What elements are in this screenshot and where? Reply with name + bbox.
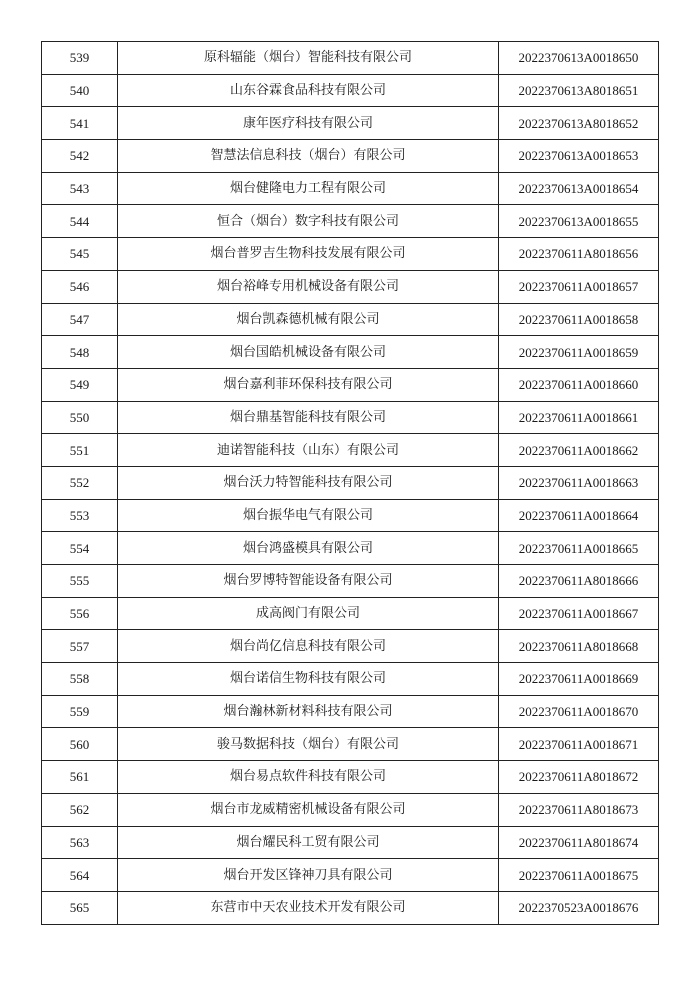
company-name: 烟台裕峰专用机械设备有限公司	[118, 270, 499, 303]
registration-code: 2022370613A0018654	[499, 172, 659, 205]
registration-code: 2022370611A8018668	[499, 630, 659, 663]
table-row	[42, 695, 659, 728]
company-name: 原科辐能（烟台）智能科技有限公司	[118, 42, 499, 75]
registration-code: 2022370611A0018671	[499, 728, 659, 761]
row-number: 547	[42, 303, 118, 336]
table-row	[42, 368, 659, 401]
table-row	[42, 663, 659, 696]
registration-code: 2022370611A0018660	[499, 368, 659, 401]
company-name: 烟台普罗吉生物科技发展有限公司	[118, 238, 499, 271]
registration-code: 2022370611A8018673	[499, 793, 659, 826]
company-name: 烟台市龙威精密机械设备有限公司	[118, 793, 499, 826]
table-row	[42, 434, 659, 467]
registration-code: 2022370523A0018676	[499, 891, 659, 924]
row-number: 565	[42, 891, 118, 924]
table-row	[42, 597, 659, 630]
table-row	[42, 42, 659, 75]
company-name: 迪诺智能科技（山东）有限公司	[118, 434, 499, 467]
row-number: 549	[42, 368, 118, 401]
registration-code: 2022370611A0018661	[499, 401, 659, 434]
registration-code: 2022370611A0018663	[499, 466, 659, 499]
row-number: 564	[42, 859, 118, 892]
table-row	[42, 761, 659, 794]
company-name: 烟台诺信生物科技有限公司	[118, 663, 499, 696]
company-name: 恒合（烟台）数字科技有限公司	[118, 205, 499, 238]
row-number: 563	[42, 826, 118, 859]
registration-code: 2022370613A0018650	[499, 42, 659, 75]
registration-code: 2022370613A0018655	[499, 205, 659, 238]
row-number: 555	[42, 565, 118, 598]
row-number: 559	[42, 695, 118, 728]
table-row	[42, 728, 659, 761]
row-number: 543	[42, 172, 118, 205]
table-row	[42, 238, 659, 271]
row-number: 562	[42, 793, 118, 826]
company-name: 烟台开发区锋神刀具有限公司	[118, 859, 499, 892]
registration-code: 2022370611A0018664	[499, 499, 659, 532]
registration-code: 2022370611A0018665	[499, 532, 659, 565]
company-name: 烟台瀚林新材料科技有限公司	[118, 695, 499, 728]
registration-code: 2022370613A8018652	[499, 107, 659, 140]
company-name: 成高阀门有限公司	[118, 597, 499, 630]
company-name: 智慧法信息科技（烟台）有限公司	[118, 140, 499, 173]
company-name: 烟台易点软件科技有限公司	[118, 761, 499, 794]
registration-code: 2022370611A0018667	[499, 597, 659, 630]
table-row	[42, 401, 659, 434]
table-row	[42, 793, 659, 826]
table-row	[42, 891, 659, 924]
table-row	[42, 172, 659, 205]
registration-code: 2022370611A0018670	[499, 695, 659, 728]
registration-code: 2022370611A8018666	[499, 565, 659, 598]
row-number: 545	[42, 238, 118, 271]
company-name: 烟台鼎基智能科技有限公司	[118, 401, 499, 434]
company-name: 烟台耀民科工贸有限公司	[118, 826, 499, 859]
registration-code: 2022370611A0018662	[499, 434, 659, 467]
registration-code: 2022370611A0018659	[499, 336, 659, 369]
table-row	[42, 532, 659, 565]
company-name: 康年医疗科技有限公司	[118, 107, 499, 140]
row-number: 553	[42, 499, 118, 532]
row-number: 542	[42, 140, 118, 173]
row-number: 558	[42, 663, 118, 696]
table-row	[42, 826, 659, 859]
table-row	[42, 859, 659, 892]
company-name: 烟台振华电气有限公司	[118, 499, 499, 532]
registration-code: 2022370611A0018658	[499, 303, 659, 336]
row-number: 550	[42, 401, 118, 434]
row-number: 556	[42, 597, 118, 630]
row-number: 560	[42, 728, 118, 761]
row-number: 541	[42, 107, 118, 140]
registration-code: 2022370611A8018656	[499, 238, 659, 271]
company-name: 烟台沃力特智能科技有限公司	[118, 466, 499, 499]
table-row	[42, 499, 659, 532]
row-number: 561	[42, 761, 118, 794]
table-row	[42, 140, 659, 173]
table-row	[42, 270, 659, 303]
row-number: 539	[42, 42, 118, 75]
company-name: 烟台罗博特智能设备有限公司	[118, 565, 499, 598]
company-registry-table	[41, 41, 659, 925]
company-name: 烟台凯森德机械有限公司	[118, 303, 499, 336]
registration-code: 2022370611A0018675	[499, 859, 659, 892]
company-name: 烟台尚亿信息科技有限公司	[118, 630, 499, 663]
row-number: 551	[42, 434, 118, 467]
row-number: 544	[42, 205, 118, 238]
company-name: 山东谷霖食品科技有限公司	[118, 74, 499, 107]
row-number: 548	[42, 336, 118, 369]
table-body	[42, 42, 659, 925]
table-row	[42, 107, 659, 140]
company-name: 烟台鸿盛模具有限公司	[118, 532, 499, 565]
table-row	[42, 336, 659, 369]
company-name: 烟台国皓机械设备有限公司	[118, 336, 499, 369]
registration-code: 2022370613A8018651	[499, 74, 659, 107]
registration-code: 2022370613A0018653	[499, 140, 659, 173]
registration-code: 2022370611A8018672	[499, 761, 659, 794]
company-name: 东营市中天农业技术开发有限公司	[118, 891, 499, 924]
row-number: 540	[42, 74, 118, 107]
registration-code: 2022370611A8018674	[499, 826, 659, 859]
table-row	[42, 565, 659, 598]
table-row	[42, 205, 659, 238]
company-name: 烟台健隆电力工程有限公司	[118, 172, 499, 205]
table-row	[42, 630, 659, 663]
row-number: 554	[42, 532, 118, 565]
registration-code: 2022370611A0018657	[499, 270, 659, 303]
row-number: 552	[42, 466, 118, 499]
company-name: 骏马数据科技（烟台）有限公司	[118, 728, 499, 761]
table-row	[42, 74, 659, 107]
table-row	[42, 303, 659, 336]
company-name: 烟台嘉利菲环保科技有限公司	[118, 368, 499, 401]
row-number: 546	[42, 270, 118, 303]
registration-code: 2022370611A0018669	[499, 663, 659, 696]
row-number: 557	[42, 630, 118, 663]
table-row	[42, 466, 659, 499]
